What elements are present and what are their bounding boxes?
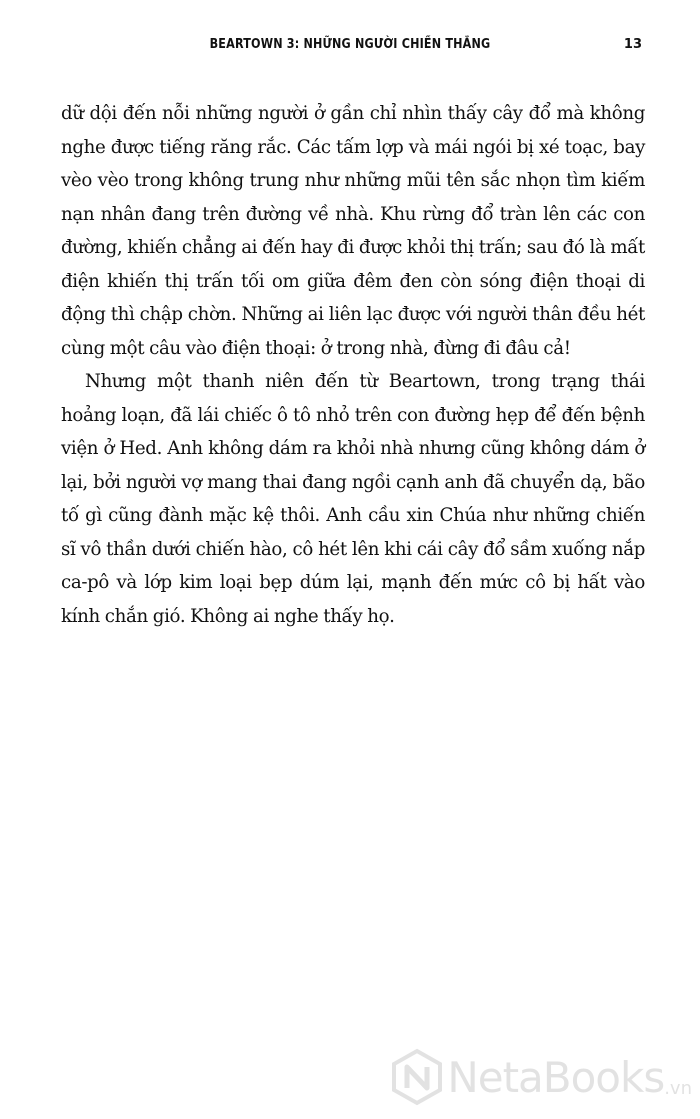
netabooks-logo-icon [391, 1048, 443, 1106]
watermark [391, 1045, 692, 1109]
body-text [61, 97, 645, 633]
page-number: 13 [623, 37, 642, 52]
running-head [60, 37, 640, 57]
watermark-suffix: .vn [664, 1078, 692, 1099]
watermark-brand: NetaBooks [447, 1052, 665, 1102]
paragraph-continued: dữ dội đến nỗi những người ở gần chỉ nhìn thấy cây đổ mà không nghe được tiếng răng rắc. Các tấm lợp và mái ngói bị xé toạc, bay vèo vèo trong không trung như những mũi tên sắc nhọn tìm kiếm nạn nhân đang trên đường về nhà. Khu rừng đổ tràn lên các con đường, khiến chẳng ai đến hay đi được khỏi thị trấn; sau đó là mất điện khiến thị trấn tối om giữa đêm đen còn sóng điện thoại di động thì chập chờn. Những ai liên lạc được với người thân đều hét cùng một câu vào điện thoại: ở trong nhà, đừng đi đâu cả! [61, 103, 645, 359]
running-title: BEARTOWN 3: NHỮNG NGƯỜI CHIẾN THẮNG [209, 37, 491, 52]
paragraph: Nhưng một thanh niên đến từ Beartown, trong trạng thái hoảng loạn, đã lái chiếc ô tô nhỏ trên con đường hẹp để đến bệnh viện ở Hed. Anh không dám ra khỏi nhà nhưng cũng không dám ở lại, bởi người vợ mang thai đang ngồi cạnh anh đã chuyển dạ, bão tố gì cũng đành mặc kệ thôi. Anh cầu xin Chúa như những chiến sĩ vô thần dưới chiến hào, cô hét lên khi cái cây đổ sầm xuống nắp ca-pô và lớp kim loại bẹp dúm lại, mạnh đến mức cô bị hất vào kính chắn gió. Không ai nghe thấy họ. [61, 371, 645, 627]
